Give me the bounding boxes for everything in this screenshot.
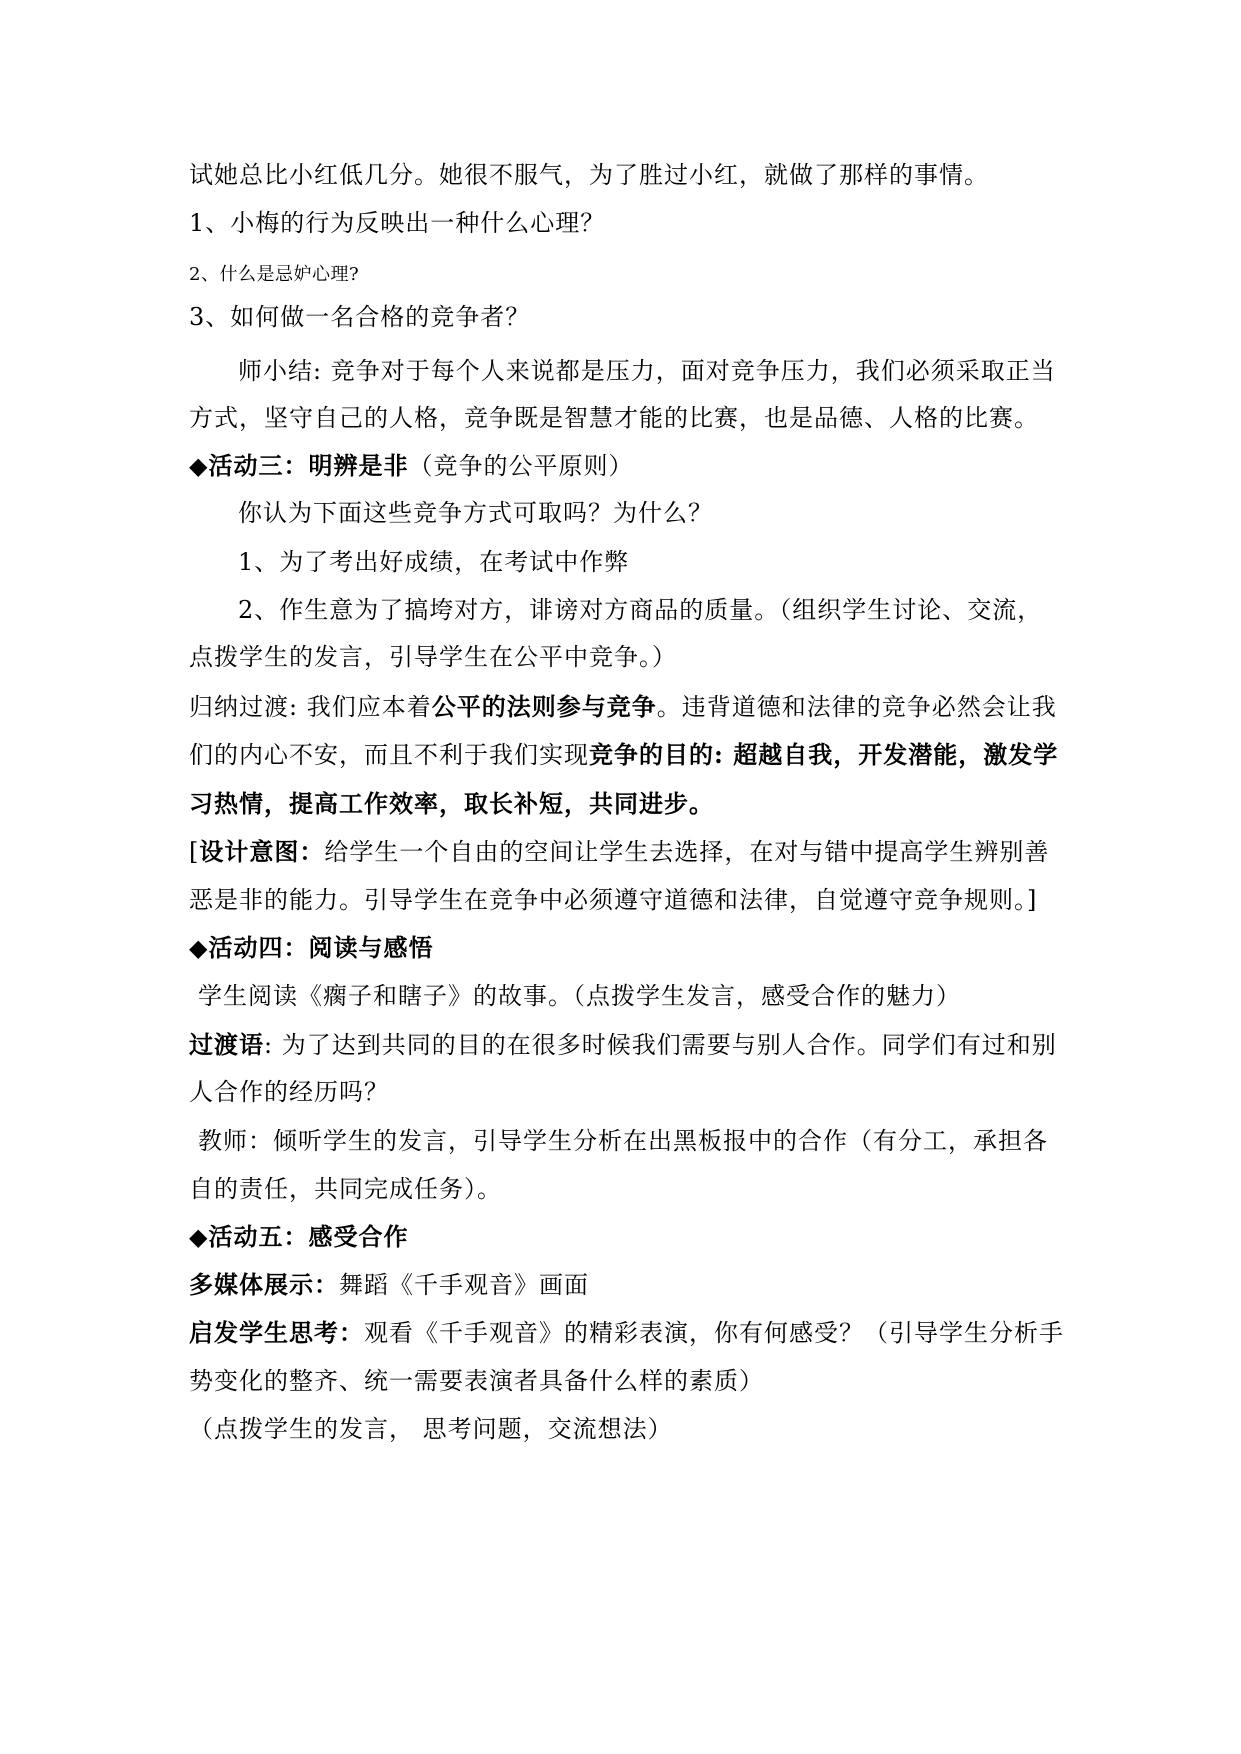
question-1: 1、小梅的行为反映出一种什么心理？ — [189, 209, 606, 237]
design-intent-line1 — [189, 837, 1049, 867]
activity3-heading — [189, 451, 633, 481]
activity4-text: 学生阅读《瘸子和瞎子》的故事。（点拨学生发言，感受合作的魅力） — [198, 982, 961, 1010]
example-1: 1、为了考出好成绩，在考试中作弊 — [238, 548, 630, 576]
inspire-line2: 势变化的整齐、统一需要表演者具备什么样的素质） — [189, 1367, 764, 1395]
multimedia-label: 多媒体展示： — [189, 1270, 339, 1299]
design-intent-line2: 恶是非的能力。引导学生在竞争中必须遵守道德和法律，自觉遵守竞争规则。] — [189, 886, 1038, 914]
transition-words-line2: 人合作的经历吗？ — [189, 1078, 389, 1106]
prompt-question: 你认为下面这些竞争方式可取吗？为什么？ — [238, 499, 713, 527]
activity3-note: （竞争的公平原则） — [408, 452, 634, 480]
question-2: 2、什么是忌妒心理? — [189, 264, 360, 285]
transition-a-bold: 公平的法则参与竞争 — [431, 692, 657, 721]
transition-a-rest: 。违背道德和法律的竞争必然会让我 — [656, 693, 1057, 721]
activity5-title: ◆活动五：感受合作 — [189, 1222, 409, 1251]
question-3: 3、如何做一名合格的竞争者？ — [189, 303, 531, 331]
transition-b-text: 们的内心不安，而且不利于我们实现 — [189, 741, 589, 769]
transition-a-text: 归纳过渡: 我们应本着 — [189, 693, 432, 721]
design-label: 设计意图： — [199, 837, 325, 866]
transition-line-c: 习热情，提高工作效率，取长补短，共同进步。 — [189, 789, 714, 818]
transition-line-a — [189, 692, 1057, 722]
multimedia-text: 舞蹈《千手观音》画面 — [339, 1271, 589, 1299]
closing-note: （点拨学生的发言， 思考问题，交流想法） — [189, 1415, 673, 1443]
intro-line: 试她总比小红低几分。她很不服气，为了胜过小红，就做了那样的事情。 — [189, 161, 989, 189]
teacher-line2: 自的责任，共同完成任务）。 — [189, 1175, 502, 1203]
design-open-bracket: [ — [189, 838, 200, 866]
teacher-summary-line2: 方式，坚守自己的人格，竞争既是智慧才能的比赛，也是品德、人格的比赛。 — [189, 404, 1039, 432]
inspire-text-1: 观看《千手观音》的精彩表演，你有何感受？（引导学生分析手 — [364, 1319, 1064, 1347]
multimedia-line — [189, 1270, 589, 1300]
transition-line-b — [189, 740, 1058, 770]
transition-words-label: 过渡语 — [189, 1030, 264, 1059]
example-2-line1: 2、作生意为了搞垮对方，诽谤对方商品的质量。（组织学生讨论、交流， — [238, 596, 1043, 624]
inspire-line1 — [189, 1318, 1064, 1348]
transition-words-text: : 为了达到共同的目的在很多时候我们需要与别人合作。同学们有过和别 — [264, 1031, 1057, 1059]
teacher-summary-line1: 师小结: 竞争对于每个人来说都是压力，面对竞争压力，我们必须采取正当 — [238, 357, 1056, 385]
example-2-line2: 点拨学生的发言，引导学生在公平中竞争。） — [189, 643, 677, 671]
teacher-line1: 教师：倾听学生的发言，引导学生分析在出黑板报中的合作（有分工，承担各 — [198, 1127, 1048, 1155]
activity3-title: ◆活动三：明辨是非 — [189, 451, 409, 480]
transition-b-bold: 竞争的目的: 超越自我，开发潜能，激发学 — [589, 740, 1059, 769]
activity4-title: ◆活动四：阅读与感悟 — [189, 933, 434, 962]
design-text-1: 给学生一个自由的空间让学生去选择，在对与错中提高学生辨别善 — [324, 838, 1050, 866]
inspire-label: 启发学生思考： — [189, 1318, 364, 1347]
transition-words-line1 — [189, 1030, 1057, 1060]
